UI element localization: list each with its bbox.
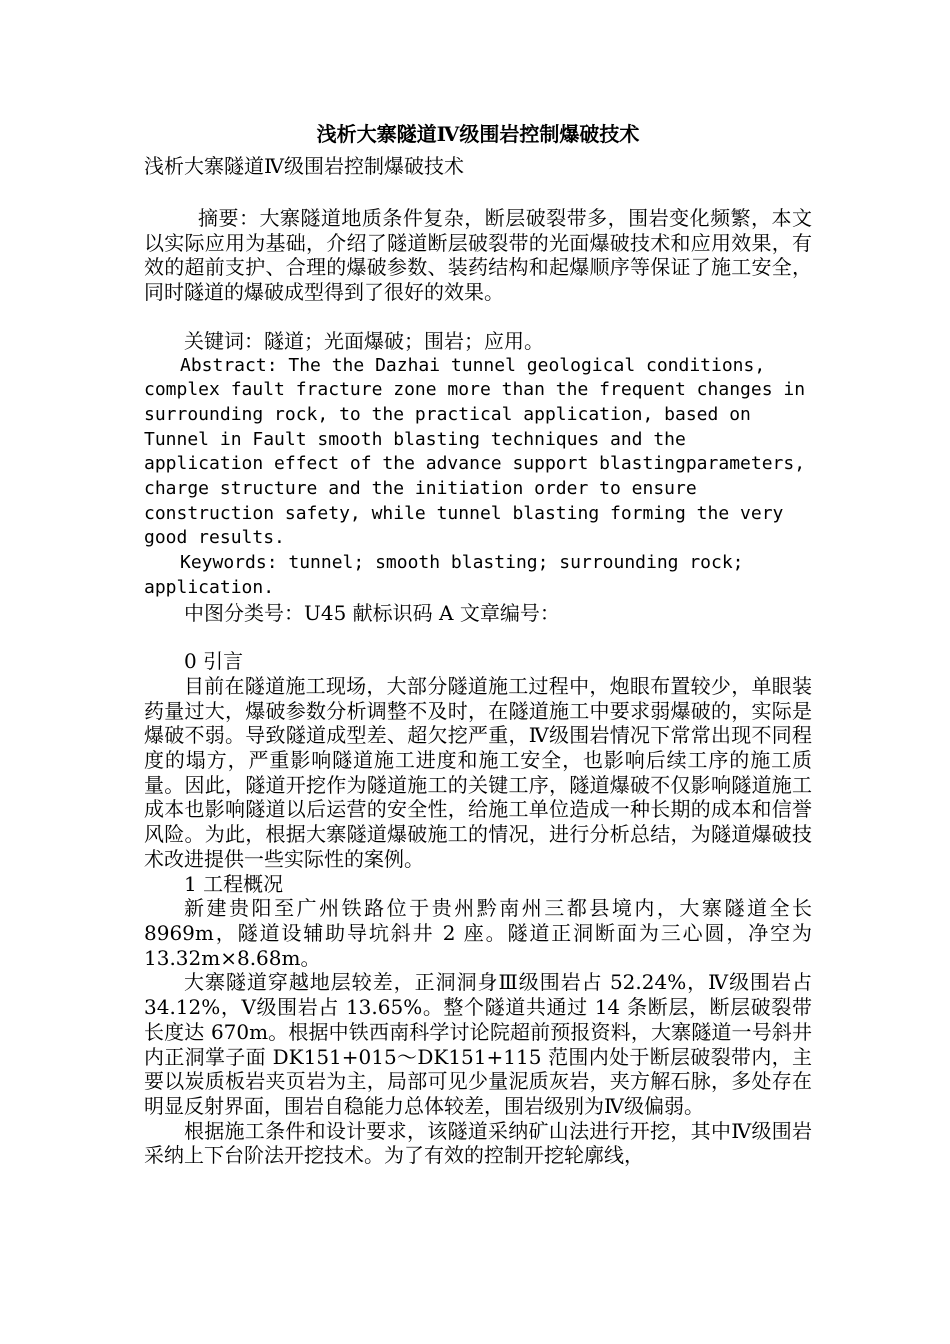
abstract-english: Abstract: The the Dazhai tunnel geological conditions, complex fault fracture zone more than the frequent changes in surrounding rock, to the practical application, based on Tunnel in Fault smooth blasting techniques and the application effect of the advance support blastingparameters, charge structure and the initiation order to ensure construction safety, while tunnel blasting forming the very good results. (144, 354, 806, 549)
document-subtitle: 浅析大寨隧道Ⅳ级围岩控制爆破技术 (144, 154, 464, 178)
classification-line: 中图分类号：U45 献标识码 A 文章编号： (184, 600, 560, 625)
section-0-heading: 0 引言 (184, 649, 244, 674)
section-1-heading: 1 工程概况 (184, 871, 284, 896)
section-1-paragraph-1: 新建贵阳至广州铁路位于贵州黔南州三都县境内，大寨隧道全长 8969m，隧道设辅助导坑斜井 2 座。隧道正洞断面为三心圆，净空为 13.32m×8.68m。 (144, 896, 812, 970)
section-1-paragraph-3: 根据施工条件和设计要求，该隧道采纳矿山法进行开挖，其中Ⅳ级围岩采纳上下台阶法开挖技术。为了有效的控制开挖轮廓线， (144, 1118, 812, 1168)
keywords-english: Keywords: tunnel; smooth blasting; surrounding rock; application. (144, 552, 744, 598)
abstract-chinese: 摘要：大寨隧道地质条件复杂，断层破裂带多，围岩变化频繁，本文以实际应用为基础，介绍了隧道断层破裂带的光面爆破技术和应用效果，有效的超前支护、合理的爆破参数、装药结构和起爆顺序等保证了施工安全，同时隧道的爆破成型得到了很好的效果。 (144, 206, 812, 305)
section-0-paragraph: 目前在隧道施工现场，大部分隧道施工过程中，炮眼布置较少，单眼装药量过大，爆破参数分析调整不及时，在隧道施工中要求弱爆破的，实际是爆破不弱。导致隧道成型差、超欠挖严重，Ⅳ级围岩情况下常常出现不同程度的塌方，严重影响隧道施工进度和施工安全，也影响后续工序的施工质量。因此，隧道开挖作为隧道施工的关键工序，隧道爆破不仅影响隧道施工成本也影响隧道以后运营的安全性，给施工单位造成一种长期的成本和信誉风险。为此，根据大寨隧道爆破施工的情况，进行分析总结，为隧道爆破技术改进提供一些实际性的案例。 (144, 673, 812, 871)
section-1-paragraph-2: 大寨隧道穿越地层较差，正洞洞身Ⅲ级围岩占 52.24%，Ⅳ级围岩占 34.12%，Ⅴ级围岩占 13.65%。整个隧道共通过 14 条断层，断层破裂带长度达 670m。根据中铁西南科学讨论院超前预报资料，大寨隧道一号斜井内正洞掌子面 DK151+015～DK151+115 范围内处于断层破裂带内，主要以炭质板岩夹页岩为主，局部可见少量泥质灰岩，夹方解石脉，多处存在明显反射界面，围岩自稳能力总体较差，围岩级别为Ⅳ级偏弱。 (144, 970, 812, 1118)
document-title: 浅析大寨隧道Ⅳ级围岩控制爆破技术 (316, 122, 640, 146)
keywords-chinese: 关键词：隧道；光面爆破；围岩；应用。 (184, 328, 544, 353)
document-page (144, 118, 812, 1168)
